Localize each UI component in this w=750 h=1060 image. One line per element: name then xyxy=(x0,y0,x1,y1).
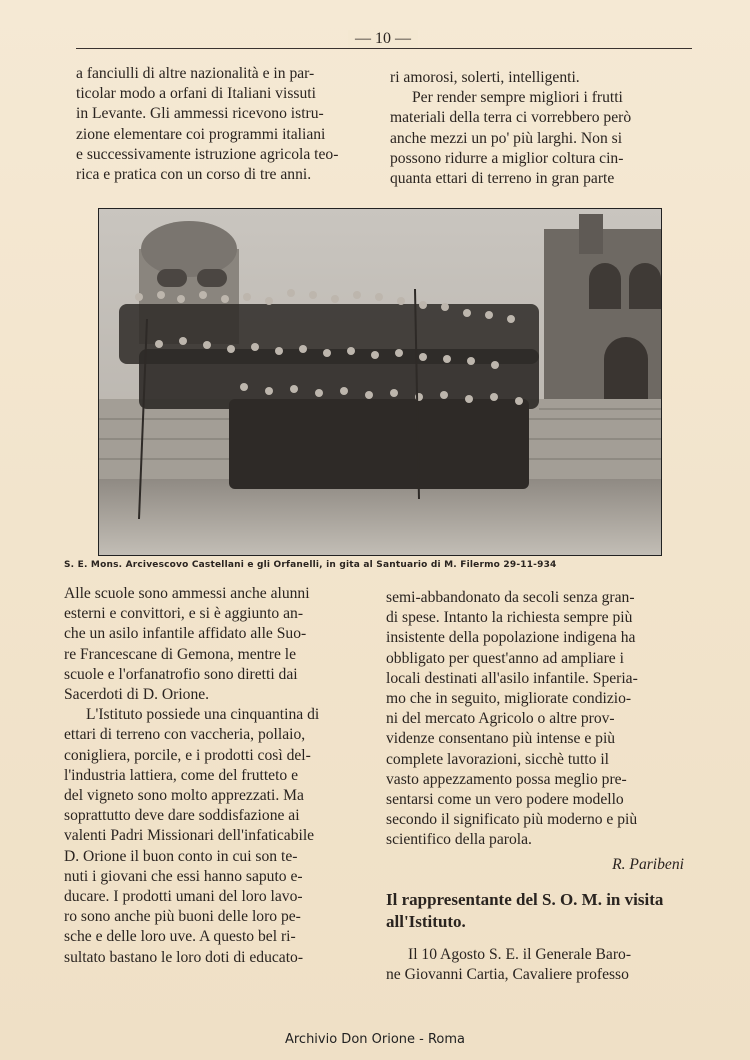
text-line: ne Giovanni Cartia, Cavaliere professo xyxy=(386,966,629,984)
page-number: — 10 — xyxy=(348,30,418,48)
text-line: ducare. I prodotti umani del loro lavo- xyxy=(64,888,303,906)
text-line: D. Orione il buon conto in cui son te- xyxy=(64,847,298,865)
text-line: anche mezzi un po' più larghi. Non si xyxy=(390,129,623,147)
text-line: semi-abbandonato da secoli senza gran- xyxy=(386,589,635,606)
group-photo xyxy=(98,208,662,556)
text-line: complete lavorazioni, sicchè tutto il xyxy=(386,750,610,768)
text-line: ri amorosi, solerti, intelligenti. xyxy=(390,69,580,86)
text-column-top-right xyxy=(390,68,694,189)
heading-line: Il rappresentante del S. O. M. in visita xyxy=(386,889,664,909)
text-column-top-left xyxy=(76,64,372,185)
text-line: rica e pratica con un corso di tre anni. xyxy=(76,166,312,184)
text-line: ettari di terreno con vaccheria, pollaio, xyxy=(64,726,306,744)
header-rule xyxy=(76,48,692,49)
heading-line: all'Istituto. xyxy=(386,911,466,931)
paragraph xyxy=(386,945,686,985)
text-line: obbligato per quest'anno ad ampliare i xyxy=(386,649,624,667)
text-line: scuole e l'orfanatrofio sono diretti dai xyxy=(64,665,298,683)
text-column-bottom-right xyxy=(386,588,686,985)
text-line: esterni e convittori, e si è aggiunto an- xyxy=(64,605,304,623)
text-line: e successivamente istruzione agricola teo- xyxy=(76,145,339,163)
text-line: ro sono anche più buoni delle loro pe- xyxy=(64,908,301,926)
text-line: L'Istituto possiede una cinquantina di xyxy=(86,706,320,724)
text-line: conigliera, porcile, e i prodotti così del- xyxy=(64,746,311,764)
text-line: Sacerdoti di D. Orione. xyxy=(64,686,210,704)
text-line: secondo il significato più moderno e più xyxy=(386,811,638,829)
text-line: Alle scuole sono ammessi anche alunni xyxy=(64,585,310,602)
paragraph xyxy=(386,588,686,851)
text-line: sentarsi come un vero podere modello xyxy=(386,791,624,809)
text-line: Per render sempre migliori i frutti xyxy=(412,89,623,107)
text-line: vasto appezzamento possa meglio pre- xyxy=(386,770,627,788)
text-line: videnze consentano più intense e più xyxy=(386,730,616,748)
paragraph xyxy=(76,64,372,185)
text-line: locali destinati all'asilo infantile. Speria- xyxy=(386,669,638,687)
text-line: sultato bastano le loro doti di educato- xyxy=(64,948,304,966)
text-line: che un asilo infantile affidato alle Suo- xyxy=(64,625,307,643)
text-line: valenti Padri Missionari dell'infaticabile xyxy=(64,827,315,845)
text-line: quanta ettari di terreno in gran parte xyxy=(390,170,615,188)
text-line: Il 10 Agosto S. E. il Generale Baro- xyxy=(408,945,632,963)
text-line: in Levante. Gli ammessi ricevono istru- xyxy=(76,105,324,123)
author-signature: R. Paribeni xyxy=(612,855,684,873)
paragraph xyxy=(64,584,368,705)
archive-footer: Archivio Don Orione - Roma xyxy=(284,1032,466,1047)
text-line: ni del mercato Agricolo o altre prov- xyxy=(386,710,615,728)
text-line: scientifico della parola. xyxy=(386,831,532,849)
text-line: sche e delle loro uve. A questo bel ri- xyxy=(64,928,296,946)
photo-illustration xyxy=(99,209,661,555)
text-line: nuti i giovani che essi hanno saputo e- xyxy=(64,867,303,885)
text-line: ticolar modo a orfani di Italiani vissuti xyxy=(76,85,316,103)
text-line: possono ridurre a miglior coltura cin- xyxy=(390,149,624,167)
text-line: re Francescane di Gemona, mentre le xyxy=(64,645,297,663)
text-line: l'industria lattiera, come del frutteto e xyxy=(64,766,299,784)
section-heading xyxy=(386,889,686,933)
text-line: materiali della terra ci vorrebbero però xyxy=(390,109,632,127)
paragraph xyxy=(64,705,368,968)
text-line: mo che in seguito, migliorate condizio- xyxy=(386,690,632,708)
paragraph xyxy=(390,88,694,189)
text-column-bottom-left xyxy=(64,584,368,968)
text-line: insistente della popolazione indigena ha xyxy=(386,629,636,647)
text-line: zione elementare coi programmi italiani xyxy=(76,125,326,143)
text-line: a fanciulli di altre nazionalità e in par- xyxy=(76,65,315,82)
paragraph xyxy=(390,68,694,88)
text-line: del vigneto sono molto apprezzati. Ma xyxy=(64,787,304,805)
photo-caption: S. E. Mons. Arcivescovo Castellani e gli Orfanelli, in gita al Santuario di M. Filermo 29-11-934 xyxy=(64,560,557,570)
text-line: di spese. Intanto la richiesta sempre più xyxy=(386,609,633,627)
text-line: soprattutto deve dare soddisfazione ai xyxy=(64,807,300,825)
